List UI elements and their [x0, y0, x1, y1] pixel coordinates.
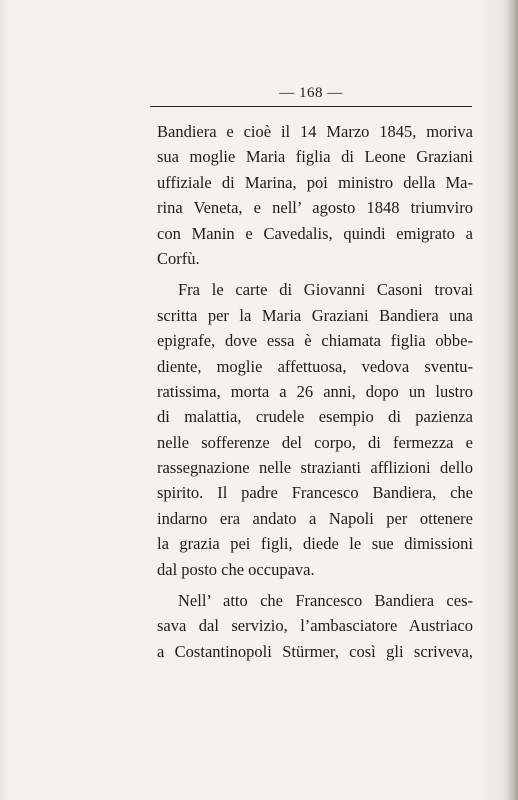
text-line: dal posto che occupava.	[157, 559, 315, 579]
text-line: indarno era andato a Napoli per ottenere	[157, 508, 473, 528]
text-line: uffiziale di Marina, poi ministro della Ma-	[157, 172, 473, 192]
text-line: sava dal servizio, l’ambasciatore Austriaco	[157, 616, 473, 636]
text-line: Bandiera e cioè il 14 Marzo 1845, moriva	[157, 122, 473, 141]
text-line: la grazia pei figli, diede le sue dimissioni	[157, 534, 473, 554]
text-line: rassegnazione nelle strazianti afflizioni dello	[157, 458, 473, 478]
text-line: epigrafe, dove essa è chiamata figlia obbe-	[157, 331, 473, 351]
text-line: spirito. Il padre Francesco Bandiera, che	[157, 483, 473, 503]
text-line: nelle sofferenze del corpo, di fermezza e	[157, 432, 473, 452]
text-line: rina Veneta, e nell’ agosto 1848 triumviro	[157, 198, 473, 218]
page-number: — 168 —	[279, 85, 343, 101]
text-line: a Costantinopoli Stürmer, così gli scriveva,	[157, 641, 473, 661]
text-line: Nell’ atto che Francesco Bandiera ces-	[178, 591, 473, 611]
page-edge-shadow	[504, 0, 518, 800]
text-line: sua moglie Maria figlia di Leone Graziani	[157, 147, 473, 167]
text-line: scritta per la Maria Graziani Bandiera una	[157, 305, 473, 325]
header-rule	[150, 106, 472, 107]
body-text	[157, 119, 473, 664]
text-line: con Manin e Cavedalis, quindi emigrato a	[157, 223, 473, 243]
text-line: di malattia, crudele esempio di pazienza	[157, 407, 473, 427]
text-line: diente, moglie affettuosa, vedova sventu-	[157, 356, 473, 376]
text-line: ratissima, morta a 26 anni, dopo un lustro	[157, 381, 473, 401]
text-line: Fra le carte di Giovanni Casoni trovai	[178, 280, 473, 300]
text-line: Corfù.	[157, 248, 200, 268]
